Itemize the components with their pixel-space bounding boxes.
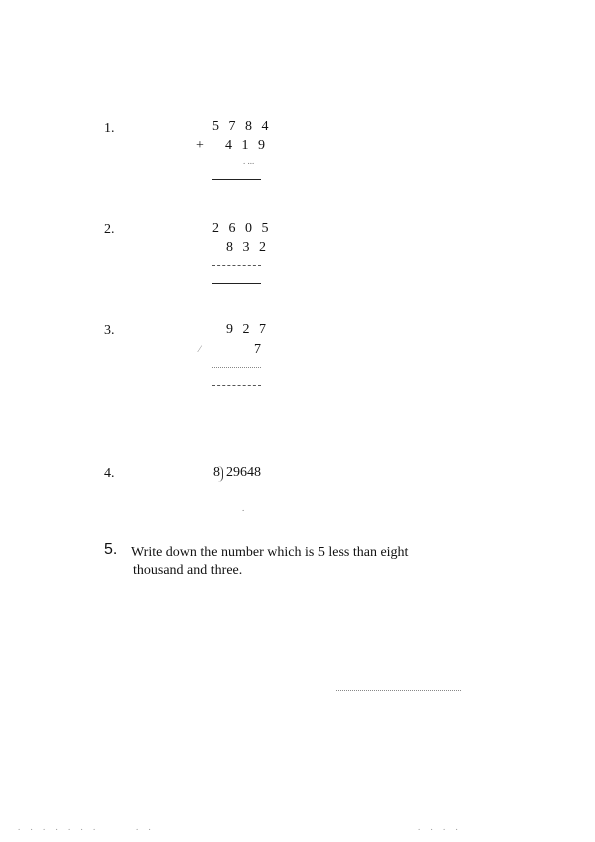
- question-5-line-2: thousand and three.: [133, 563, 243, 578]
- question-5-text: [131, 544, 471, 580]
- question-3-scan-mark: ⁄: [199, 344, 201, 354]
- question-5-number: 5.: [104, 541, 118, 558]
- question-1-top-operand: 5 7 8 4: [212, 119, 272, 134]
- question-3-multiplication-line: [212, 367, 261, 368]
- question-1-answer-line: [212, 179, 261, 180]
- question-3-bottom-operand: 7: [254, 342, 264, 357]
- question-1-number: 1.: [104, 121, 115, 136]
- footer-scan-marks-right: . . . .: [418, 822, 462, 832]
- question-4-scan-mark: .: [242, 503, 245, 513]
- footer-scan-marks-left: . . . . . . .: [18, 822, 100, 832]
- question-3-top-operand: 9 2 7: [226, 322, 269, 337]
- question-2-number: 2.: [104, 222, 115, 237]
- question-2-top-operand: 2 6 0 5: [212, 221, 272, 236]
- question-5-line-1: Write down the number which is 5 less than eight: [131, 545, 409, 560]
- question-4-divisor: 8: [213, 465, 220, 480]
- question-3-answer-line: [212, 385, 261, 386]
- question-4-number: 4.: [104, 466, 115, 481]
- question-1-plus-sign: +: [196, 138, 204, 153]
- question-4-dividend: 29648: [226, 465, 261, 480]
- footer-scan-marks-middle: . .: [136, 822, 155, 832]
- question-2-bottom-operand: 8 3 2: [226, 240, 269, 255]
- question-5-answer-line: [336, 690, 461, 691]
- question-1-scan-mark: . ...: [243, 156, 255, 166]
- question-2-answer-line: [212, 283, 261, 284]
- question-2-subtraction-line: [212, 265, 261, 266]
- question-4-division-bracket: [218, 466, 223, 482]
- question-3-number: 3.: [104, 323, 115, 338]
- question-1-bottom-operand: 4 1 9: [225, 138, 268, 153]
